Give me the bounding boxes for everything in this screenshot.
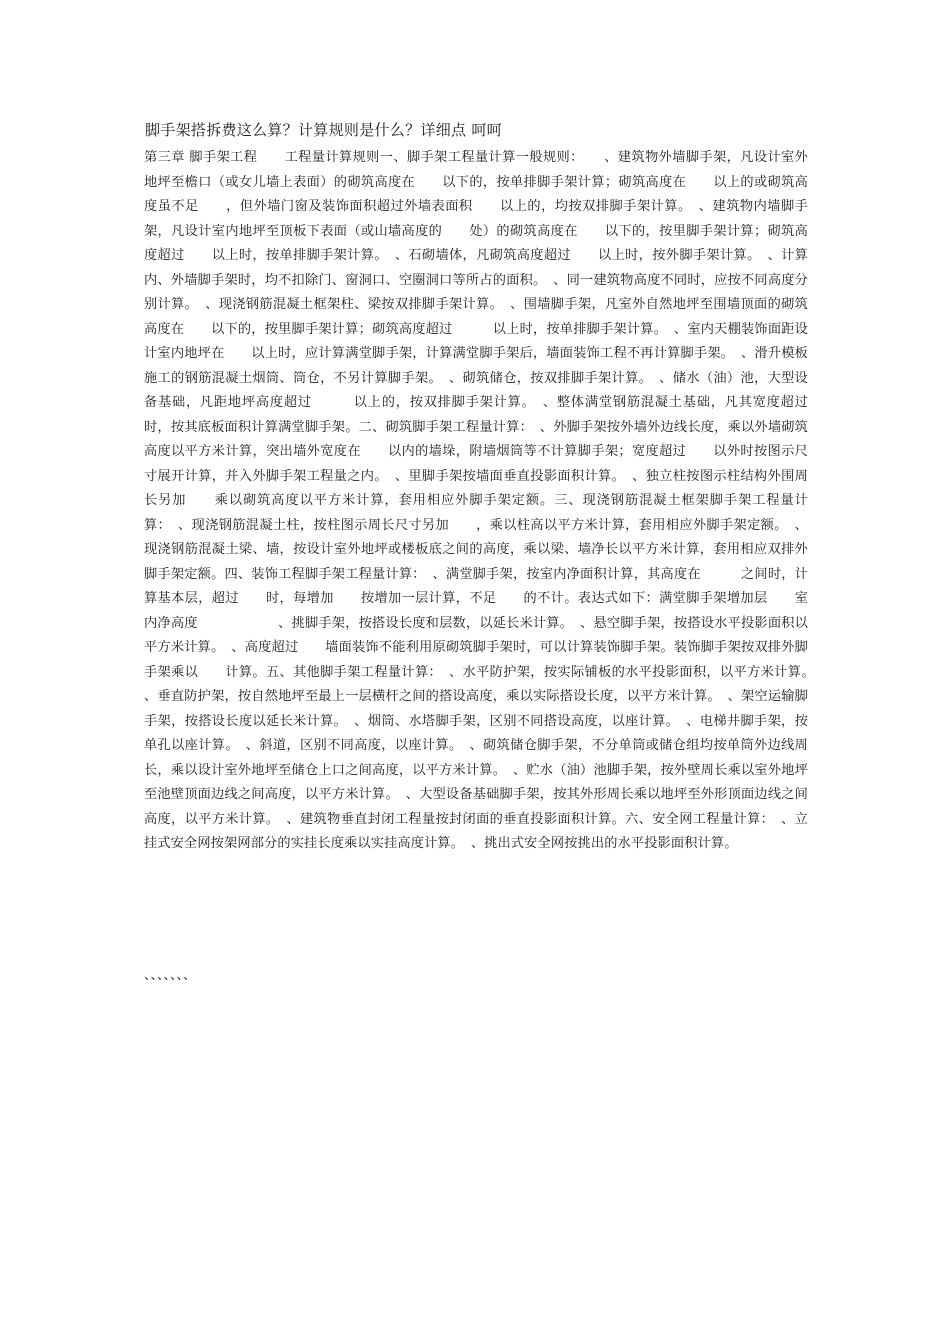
document-body: 第三章 脚手架工程 工程量计算规则一、脚手架工程量计算一般规则： 、建筑物外墙脚手架，凡设计室外地坪至檐口（或女儿墙上表面）的砌筑高度在 以下的，按单排脚手架计算；砌筑高度在 以上的或砌筑高度虽不足 ，但外墙门窗及装饰面积超过外墙表面积 以上的，均按双排脚手架计算。 、建筑物内墙脚手架，凡设计室内地坪至顶板下表面（或山墙高度的 处）的砌筑高度在 以下的，按里脚手架计算；砌筑高度超过 以上时，按单排脚手架计算。 、石砌墙体，凡砌筑高度超过 以上时，按外脚手架计算。 、计算内、外墙脚手架时，均不扣除门、窗洞口、空圈洞口等所占的面积。 、同一建筑物高度不同时，应按不同高度分别计算。 、现浇钢筋混凝土框架柱、梁按双排脚手架计算。 、围墙脚手架，凡室外自然地坪至围墙顶面的砌筑高度在 以下的，按里脚手架计算；砌筑高度超过 以上时，按单排脚手架计算。 、室内天棚装饰面距设计室内地坪在 以上时，应计算满堂脚手架，计算满堂脚手架后，墙面装饰工程不再计算脚手架。 、滑升模板施工的钢筋混凝土烟筒、筒仓，不另计算脚手架。 、砌筑储仓，按双排脚手架计算。 、储水（油）池，大型设备基础，凡距地坪高度超过 以上的，按双排脚手架计算。 、整体满堂钢筋混凝土基础，凡其宽度超过 时，按其底板面积计算满堂脚手架。二、砌筑脚手架工程量计算： 、外脚手架按外墙外边线长度，乘以外墙砌筑高度以平方米计算，突出墙外宽度在 以内的墙垛，附墙烟筒等不计算脚手架；宽度超过 以外时按图示尺寸展开计算，并入外脚手架工程量之内。 、里脚手架按墙面垂直投影面积计算。 、独立柱按图示柱结构外围周长另加 乘以砌筑高度以平方米计算，套用相应外脚手架定额。三、现浇钢筋混凝土框架脚手架工程量计算： 、现浇钢筋混凝土柱，按柱图示周长尺寸另加 ，乘以柱高以平方米计算，套用相应外脚手架定额。 、现浇钢筋混凝土梁、墙，按设计室外地坪或楼板底之间的高度，乘以梁、墙净长以平方米计算，套用相应双排外脚手架定额。四、装饰工程脚手架工程量计算： 、满堂脚手架，按室内净面积计算，其高度在 之间时，计算基本层，超过 时，每增加 按增加一层计算，不足 的不计。表达式如下：满堂脚手架增加层 室内净高度 、挑脚手架，按搭设长度和层数，以延长米计算。 、悬空脚手架，按搭设水平投影面积以平方米计算。 、高度超过 墙面装饰不能利用原砌筑脚手架时，可以计算装饰脚手架。装饰脚手架按双排外脚手架乘以 计算。五、其他脚手架工程量计算： 、水平防护架，按实际铺板的水平投影面积，以平方米计算。 、垂直防护架，按自然地坪至最上一层横杆之间的搭设高度，乘以实际搭设长度，以平方米计算。 、架空运输脚手架，按搭设长度以延长米计算。 、烟筒、水塔脚手架，区别不同搭设高度，以座计算。 、电梯井脚手架，按单孔以座计算。 、斜道，区别不同高度，以座计算。 、砌筑储仓脚手架，不分单筒或储仓组均按单筒外边线周长，乘以设计室外地坪至储仓上口之间高度，以平方米计算。 、贮水（油）池脚手架，按外壁周长乘以室外地坪至池壁顶面边线之间高度，以平方米计算。 、大型设备基础脚手架，按其外形周长乘以地坪至外形顶面边线之间高度，以平方米计算。 、建筑物垂直封闭工程量按封闭面的垂直投影面积计算。六、安全网工程量计算： 、立挂式安全网按架网部分的实挂长度乘以实挂高度计算。 、挑出式安全网按挑出的水平投影面积计算。 xyxy=(144,150,835,851)
trailing-punctuation: 、、、、、、、 xyxy=(144,968,197,983)
document-title: 脚手架搭拆费这么算？计算规则是什么？详细点 呵呵 xyxy=(145,121,502,139)
